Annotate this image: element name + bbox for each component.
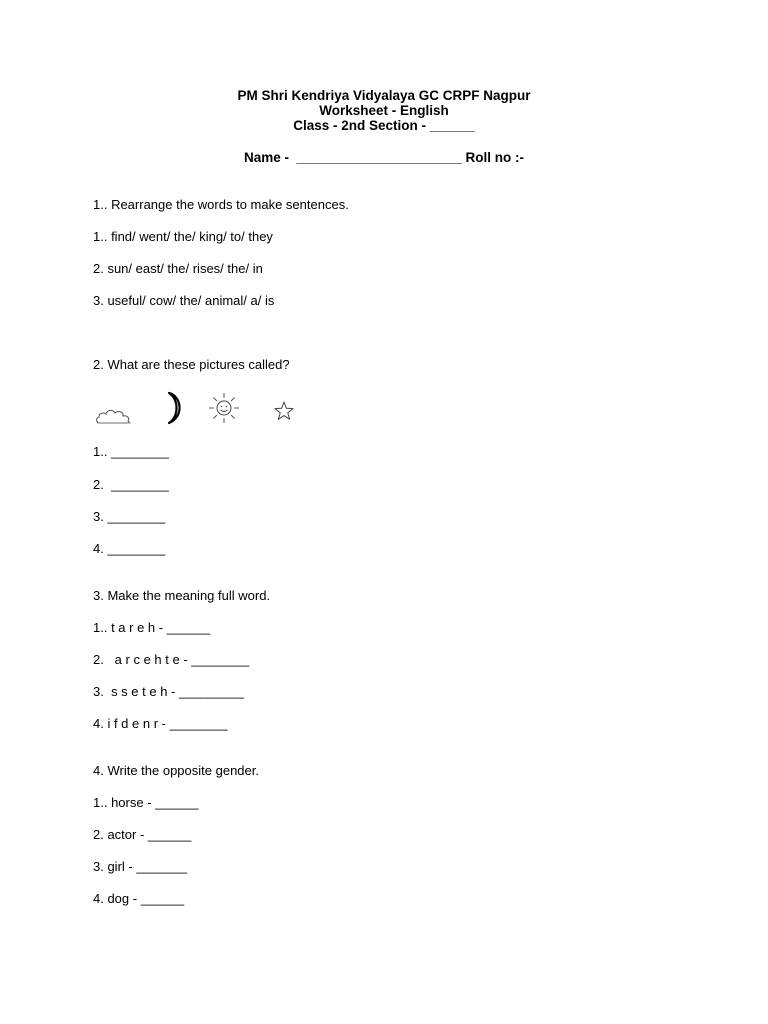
q4-title: 4. Write the opposite gender. [93,763,259,778]
moon-icon [161,390,191,426]
q1-item: 1.. find/ went/ the/ king/ to/ they [93,229,273,244]
q3-item: 3. s s e t e h - _________ [93,684,245,699]
school-name: PM Shri Kendriya Vidyalaya GC CRPF Nagpur [237,88,531,103]
q3-item: 1.. t a r e h - ______ [93,620,211,635]
q2-item: 4. ________ [93,541,166,556]
name-roll-line: Name - ______________________ Roll no :- [244,150,524,165]
q2-item: 1.. ________ [93,444,169,459]
q3-item: 4. i f d e n r - ________ [93,716,228,731]
q1-item: 3. useful/ cow/ the/ animal/ a/ is [93,293,275,308]
q4-item: 2. actor - ______ [93,827,192,842]
q2-item: 2. ________ [93,477,169,492]
class-section: Class - 2nd Section - ______ [293,118,475,133]
q2-title: 2. What are these pictures called? [93,357,290,372]
sun-icon [207,391,241,425]
q2-item: 3. ________ [93,509,166,524]
pictures-row [93,390,303,430]
q1-title: 1.. Rearrange the words to make sentences. [93,197,349,212]
cloud-icon [95,404,133,426]
q4-item: 1.. horse - ______ [93,795,199,810]
star-icon [273,400,295,422]
q4-item: 3. girl - _______ [93,859,187,874]
worksheet-title: Worksheet - English [319,103,449,118]
q3-title: 3. Make the meaning full word. [93,588,271,603]
q1-item: 2. sun/ east/ the/ rises/ the/ in [93,261,263,276]
q4-item: 4. dog - ______ [93,891,185,906]
q3-item: 2. a r c e h t e - ________ [93,652,250,667]
